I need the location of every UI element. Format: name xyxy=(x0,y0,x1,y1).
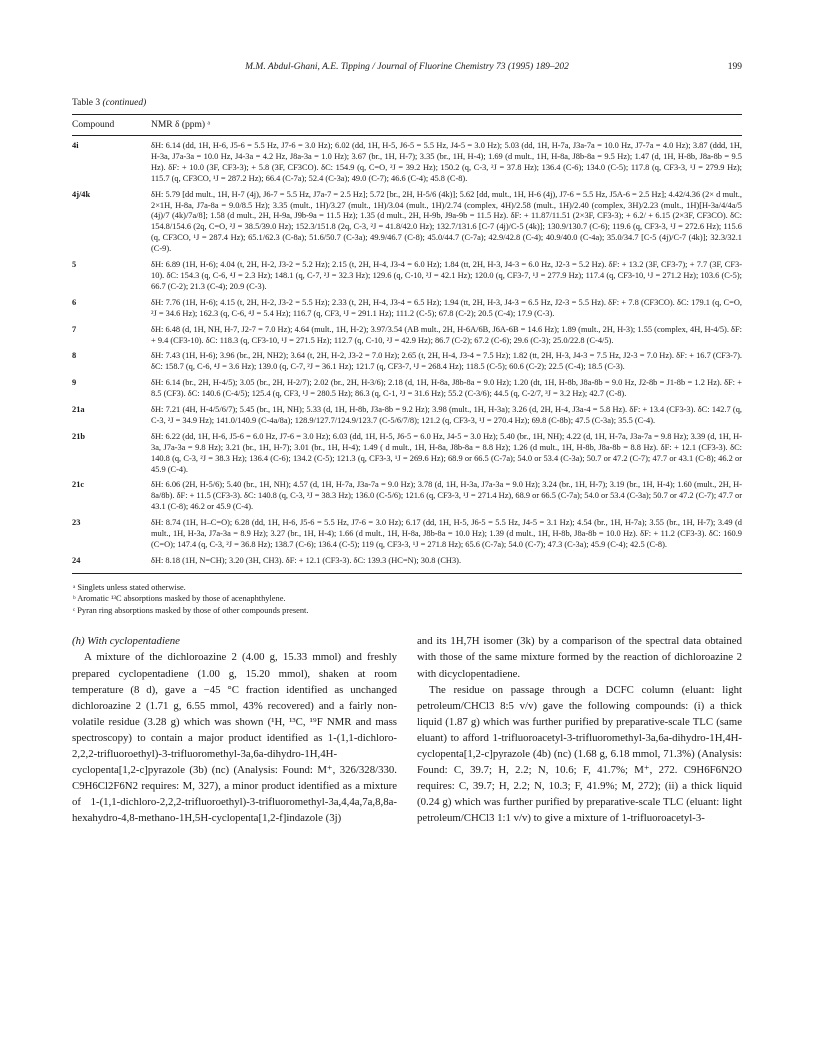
table-row xyxy=(72,320,742,347)
table-caption-prefix: Table 3 xyxy=(72,98,103,108)
nmr-data: δH: 6.06 (2H, H-5/6); 5.40 (br., 1H, NH); 4.57 (d, 1H, H-7a, J3a-7a = 9.0 Hz); 3.78 (d, 1H, H-3a, J7a-3a = 9.0 Hz); 3.24 (br., 1H, H-7); 3.19 (br., 1H, H-4); 1.60 (mult., 2H, H-8a/8b). δF: + 11.5 (CF3-3). δC: 140.8 (q, C-3, ²J = 38.3 Hz); 136.0 (C-5/6); 121.6 (q, CF3-3, ¹J = 271.4 Hz), 68.9 or 66.5 (C-7a); 54.0 or 53.4 (C-3a); 50.7 or 47.2 (C-7); 47.7 or 43.1 (C-8); 46.2 or 45.9 (C-4). xyxy=(151,480,742,512)
nmr-data: δH: 8.18 (1H, N=CH); 3.20 (3H, CH3). δF: + 12.1 (CF3-3). δC: 139.3 (HC=N); 30.8 (CH3). xyxy=(151,555,462,565)
compound-id: 5 xyxy=(72,260,77,270)
nmr-data: δH: 7.21 (4H, H-4/5/6/7); 5.45 (br., 1H, NH); 5.33 (d, 1H, H-8b, J3a-8b = 9.2 Hz); 3.98 (mult., 1H, H-3a); 3.26 (d, 2H, H-4, J3a-4 = 5.8 Hz). δF: + 13.4 (CF3-3). δC: 142.7 (q, C-3, ²J = 34.9 Hz); 141.0/140.9 (C-4a/8a); 128.9/127.7/124.9/123.7 (C-5/6/7/8); 121.2 (q, CF3-3, ¹J = 270.4 Hz); 69.8 (C-8b); 47.5 (C-3a); 35.5 (C-4). xyxy=(151,405,742,425)
table-row xyxy=(72,346,742,373)
table-bottom-rule xyxy=(72,573,742,574)
journal-page xyxy=(72,62,742,826)
footnote: ᶜ Pyran ring absorptions masked by those of other compounds present. xyxy=(73,605,309,615)
paragraph: and its 1H,7H isomer (3k) by a comparison of the spectral data obtained with those of the same mixture formed by the reaction of dichloroazine 2 with dicyclopentadiene. xyxy=(417,635,742,680)
table-row xyxy=(72,255,742,293)
nmr-data: δH: 6.14 (br., 2H, H-4/5); 3.05 (br., 2H, H-2/7); 2.02 (br., 2H, H-3/6); 2.18 (d, 1H, H-8a, J8b-8a = 9.0 Hz); 1.20 (dt, 1H, H-8b, J8a-8b = 9.0 Hz, J2-8b = J1-8b = 1.2 Hz). δF: + 8.5 (CF3). δC: 140.6 (C-4/5); 125.4 (q, CF3, ¹J = 280.5 Hz); 86.3 (q, C-1, ²J = 31.6 Hz); 55.2 (C-3/6); 44.5 (q, C-2/7, ³J = 3.2 Hz); 42.7 (C-8). xyxy=(151,378,742,399)
paragraph: A mixture of the dichloroazine 2 (4.00 g, 15.33 mmol) and freshly prepared cyclopentadiene (1.00 g, 15.20 mmol), shaken at room temperature (8 d), gave a −45 °C fraction identified as unchanged dichloroazine 2 (1.71 g, 6.55 mmol, 43% recovered) and a fairly non-volatile residue (3.28 g) which was shown (¹H, ¹³C, ¹⁹F NMR and mass spectroscopy) to contain a major product identified as 1-(1,1-dichloro-2,2,2-trifluoroethyl)-3-trifluoromethyl-3a,6a-dihydro-1H,4H-cyclopenta[1,2-c]pyrazole (3b) (nc) (Analysis: Found: M⁺, 326/328/330. C9H6Cl2F6N2 requires: M, 327), a minor product identified as a mixture of 1-(1,1-dichloro-2,2,2-trifluoroethyl)-3-trifluoromethyl-3a,4,4a,7a,8,8a-hexahydro-4,8-methano-1H,5H-cyclopenta[1,2-f]indazole (3j) xyxy=(72,651,397,825)
section-subheading: (h) With cyclopentadiene xyxy=(72,635,180,648)
compound-id: 8 xyxy=(72,351,77,361)
table-body xyxy=(72,136,742,567)
nmr-data: δH: 6.48 (d, 1H, NH, H-7, J2-7 = 7.0 Hz); 4.64 (mult., 1H, H-2); 3.97/3.54 (AB mult., 2H, H-6A/6B, J6A-6B = 14.6 Hz); 1.89 (mult., 2H, H-3); 1.55 (complex, 4H, H-4/5). δF: + 9.4 (CF3-10). δC: 118.3 (q, CF3-10, ¹J = 271.5 Hz); 112.7 (q, C-10, ²J = 42.9 Hz); 86.7 (C-2); 67.2 (C-6); 29.6 (C-3); 25.0/22.8 (C-4/5). xyxy=(151,324,742,345)
table-caption-suffix: (continued) xyxy=(102,98,147,108)
nmr-data: δH: 6.14 (dd, 1H, H-6, J5-6 = 5.5 Hz, J7-6 = 3.0 Hz); 6.02 (dd, 1H, H-5, J6-5 = 5.5 Hz, J4-5 = 3.0 Hz); 5.03 (dd, 1H, H-7a, J3a-7a = 10.0 Hz, J7-7a = 4.0 Hz); 3.87 (ddd, 1H, H-3a, J7a-3a = 10.0 Hz, J4-3a = 4.2 Hz, J8a-3a = 1.0 Hz); 3.67 (br., 1H, H-7); 3.35 (br., 1H, H-4); 1.69 (d mult., 1H, H-8a, J8b-8a = 9.5 Hz); 1.47 (d, 1H, H-8b, J8a-8b = 9.5 Hz). δF: + 10.0 (3F, CF3-3); + 5.8 (3F, CF3CO). δC: 154.9 (q, C=O, ²J = 39.2 Hz); 150.2 (q, C-3, ²J = 37.8 Hz); 136.4 (C-6); 134.0 (C-5); 117.8 (q, CF3-3, ¹J = 279.9 Hz); 115.7 (q, CF3CO, ¹J = 287.2 Hz); 66.4 (C-7a); 52.4 (C-3a); 49.0 (C-7); 46.6 (C-4); 45.8 (C-8). xyxy=(151,141,742,183)
table-footnotes xyxy=(72,582,742,617)
paragraph: The residue on passage through a DCFC column (eluant: light petroleum/CHCl3 8:5 v/v) gave the following compounds: (i) a thick liquid (1.87 g) which was further purified by preparative-scale TLC (same eluant) to afford 1-trifluoroacetyl-3-trifluoromethyl-3a,6a-dihydro-1H,4H-cyclopenta[1,2-c]pyrazole (4b) (nc) (1.68 g, 6.18 mmol, 71.3%) (Analysis: Found: C, 39.7; H, 2.2; N, 10.6; F, 41.7%; M⁺, 272. C9H6F6N2O requires: C, 39.7; H, 2.2; N, 10.3; F, 41.9%; M, 272); (ii) a thick liquid (0.24 g) which was further purified by preparative-scale TLC (eluant: light petroleum/CHCl3 1:1 v/v) to give a mixture of 1-trifluoroacetyl-3- xyxy=(417,683,742,825)
nmr-data: δH: 8.74 (1H, H–C=O); 6.28 (dd, 1H, H-6, J5-6 = 5.5 Hz, J7-6 = 3.0 Hz); 6.17 (dd, 1H, H-5, J6-5 = 5.5 Hz, J4-5 = 3.1 Hz); 4.54 (br., 1H, H-7a); 3.55 (br., 1H, H-7); 3.49 (d mult., 1H, H-3a, J7a-3a = 8.9 Hz); 3.27 (br., 1H, H-4); 1.66 (d mult., 1H, H-8a, J8b-8a = 10.0 Hz); 1.39 (d mult., 1H, H-8b, J8a-8b = 10.0 Hz). δF: + 11.2 (CF3-3). δC: 160.9 (C=O); 147.4 (q, C-3, ²J = 36.8 Hz); 138.7 (C-6); 136.4 (C-5); 119 (q, CF3-3, ¹J = 271.8 Hz); 65.6 (C-7a); 54.0 (C-7); 47.3 (C-3a); 45.9 (C-4); 42.5 (C-8). xyxy=(151,518,742,549)
running-head xyxy=(72,62,742,80)
table-row xyxy=(72,136,742,185)
table-row xyxy=(72,373,742,400)
compound-id: 4j/4k xyxy=(72,189,91,199)
right-column xyxy=(417,633,742,826)
table-row xyxy=(72,185,742,255)
nmr-data: δH: 6.89 (1H, H-6); 4.04 (t, 2H, H-2, J3-2 = 5.2 Hz); 2.15 (t, 2H, H-4, J3-4 = 6.0 Hz); 1.84 (tt, 2H, H-3, J4-3 = 6.0 Hz, J2-3 = 5.2 Hz). δF: + 13.2 (3F, CF3-7); + 7.7 (3F, CF3-10). δC: 154.3 (q, C-6, ⁴J = 2.3 Hz); 148.1 (q, C-7, ²J = 32.3 Hz); 129.6 (q, C-10, ²J = 42.1 Hz); 120.0 (q, CF3-7, ¹J = 277.9 Hz); 117.4 (q, CF3-10, ¹J = 271.2 Hz); 103.6 (C-5); 66.7 (C-2); 21.3 (C-4); 20.9 (C-3). xyxy=(151,260,742,291)
page-number: 199 xyxy=(727,62,742,72)
nmr-data: δH: 5.79 [dd mult., 1H, H-7 (4j), J6-7 = 5.5 Hz, J7a-7 = 2.5 Hz]; 5.72 [br., 2H, H-5/6 (4k)]; 5.62 [dd, mult., 1H, H-6 (4j), J7-6 = 5.5 Hz, J5A-6 = 2.5 Hz]; 4.42/4.36 (2× d mult., 2×1H, H-8a, J7a-8a = 9.0/8.5 Hz); 3.35 (mult., 1H)/3.27 (mult., 1H)/3.04 (mult., 1H)/2.74 (complex, 4H)/2.58 (mult., 1H)/2.40 (complex, 3H)/2.23 (mult., 1H)[H-3a/4/4a/5 (4j)/7 (4k)/7a/8]; 1.58 (d mult., 2H, H-9a, J9b-9a = 11.5 Hz); 1.35 (d mult., 2H, H-9b, J9a-9b = 11.5 Hz). δF: + 11.87/11.51 (2×3F, CF3-3); + 6.2/ + 6.15 (2×3F, CF3CO). δC: 154.8/154.6 (2q, C=O, ²J = 38.5/39.0 Hz); 152.3/151.8 (2q, C-3, ²J = 41.8/42.0 Hz); 132.7/131.6 [C-7 (4j)/C-5 (4k)]; 130.9/130.7 (C-6); 119.6 (q, CF3-3, ¹J = 272.6 Hz); 115.6 (q, CF3CO, ¹J = 287.4 Hz); 65.1/62.3 (C-8a); 51.6/50.7 (C-3a); 49.9/46.7 (C-8); 45.0/44.7 (C-7a); 42.9/42.8 (C-4); 40.9/40.0 (C-4a); 35.0/34.7 [C-5 (4j)/C-7 (4k)]; 32.3/32.1 (C-9). xyxy=(151,189,742,254)
compound-id: 7 xyxy=(72,324,77,334)
footnote: ᵃ Singlets unless stated otherwise. xyxy=(73,582,186,592)
compound-id: 21a xyxy=(72,405,85,415)
table-row xyxy=(72,293,742,320)
compound-id: 21c xyxy=(72,480,85,490)
compound-id: 9 xyxy=(72,378,77,388)
table-row xyxy=(72,400,742,427)
left-column xyxy=(72,633,397,826)
table-row xyxy=(72,475,742,513)
compound-id: 24 xyxy=(72,555,81,565)
compound-id: 6 xyxy=(72,297,77,307)
table-row xyxy=(72,513,742,551)
table-row xyxy=(72,551,742,567)
compound-id: 23 xyxy=(72,518,81,528)
header-nmr: NMR δ (ppm) ᵃ xyxy=(151,120,211,130)
compound-id: 21b xyxy=(72,431,86,441)
body-columns xyxy=(72,633,742,826)
nmr-data: δH: 7.76 (1H, H-6); 4.15 (t, 2H, H-2, J3-2 = 5.5 Hz); 2.33 (t, 2H, H-4, J3-4 = 6.5 Hz); 1.94 (tt, 2H, H-3, J4-3 = 6.5 Hz, J2-3 = 5.5 Hz). δF: + 7.8 (CF3CO). δC: 179.1 (q, C=O, ²J = 34.6 Hz); 162.3 (q, C-6, ⁴J = 5.4 Hz); 116.7 (q, CF3, ¹J = 291.1 Hz); 111.2 (C-5); 67.8 (C-2); 20.5 (C-4); 17.9 (C-3). xyxy=(151,297,742,318)
table-header xyxy=(72,115,742,135)
footnote: ᵇ Aromatic ¹³C absorptions masked by those of acenaphthylene. xyxy=(73,594,286,604)
compound-id: 4i xyxy=(72,141,79,150)
table-caption xyxy=(72,98,742,108)
header-compound: Compound xyxy=(72,120,115,130)
nmr-data: δH: 6.22 (dd, 1H, H-6, J5-6 = 6.0 Hz, J7-6 = 3.0 Hz); 6.03 (dd, 1H, H-5, J6-5 = 6.0 Hz, J4-5 = 3.0 Hz); 5.40 (br., 1H, NH); 4.22 (d, 1H, H-7a, J3a-7a = 9.8 Hz); 3.39 (d, 1H, H-3a, J7a-3a = 9.8 Hz); 3.21 (br., 1H, H-7); 3.01 (br., 1H, H-4); 1.49 ( d mult., 1H, H-8a, J8b-8a = 8.8 Hz); 1.26 (d mult., 1H, H-8b, J8a-8b = 8.8 Hz). δF: + 12.1 (CF3-3). δC: 140.8 (q, C-3, ²J = 38.3 Hz); 136.4 (C-6); 134.2 (C-5); 121.3 (q, CF3-3, ¹J = 269.6 Hz); 68.9 or 66.5 (C-7a); 54.0 or 53.4 (C-3a); 50.7 or 47.2 (C-7); 47.7 or 43.1 (C-8); 46.2 or 45.9 (C-4). xyxy=(151,431,742,474)
running-head-text: M.M. Abdul-Ghani, A.E. Tipping / Journal of Fluorine Chemistry 73 (1995) 189–202 xyxy=(245,62,569,72)
nmr-data: δH: 7.43 (1H, H-6); 3.96 (br., 2H, NH2); 3.64 (t, 2H, H-2, J3-2 = 7.0 Hz); 2.65 (t, 2H, H-4, J3-4 = 7.5 Hz); 1.82 (tt, 2H, H-3, J4-3 = 7.5 Hz, J2-3 = 7.0 Hz). δF: + 16.7 (CF3-7). δC: 158.7 (q, C-6, ⁴J = 3.6 Hz); 139.0 (q, C-7, ²J = 36.1 Hz); 121.7 (q, CF3-7, ¹J = 268.4 Hz); 118.5 (C-5); 60.6 (C-2); 22.5 (C-4); 18.5 (C-3). xyxy=(151,351,742,372)
table-row xyxy=(72,427,742,476)
